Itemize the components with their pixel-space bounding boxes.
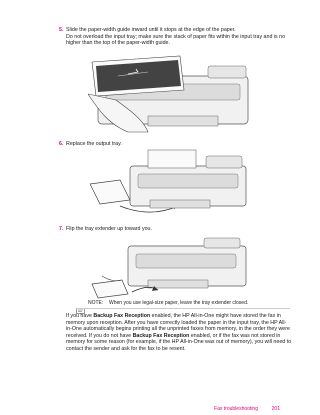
illustration-replace-output-tray <box>90 148 260 220</box>
paragraph-bold-term: Backup Fax Reception <box>93 313 151 319</box>
paragraph-text: enabled, the HP All-in-One might have stored the fax in memory upon reception. After you have correctly loaded the paper in the input tray, the HP All-in-One automatically begins printing all the unprinted faxes from memory, in the order they were received. If you do not have <box>66 313 290 339</box>
step-text: Slide the paper-width guide inward until it stops at the edge of the paper. <box>66 27 236 33</box>
note-label: NOTE: <box>88 300 104 306</box>
page-footer <box>0 406 300 415</box>
step-number: 7. <box>59 226 64 232</box>
step-text: Replace the output tray. <box>66 141 122 147</box>
step-6 <box>59 141 288 148</box>
paragraph-text: If you have <box>66 313 94 319</box>
illustration-flip-tray-extender <box>88 236 258 300</box>
step-number: 6. <box>59 141 64 147</box>
note-icon <box>76 301 85 307</box>
footer-section-title: Fax troubleshooting <box>214 406 258 412</box>
step-7 <box>59 226 288 233</box>
paragraph-text: enabled, or if the fax was not stored in memory for some reason (for example, if the HP All-in-One was out of memory), you will need to contact the sender and ask for the fax to be resent. <box>66 332 292 352</box>
step-text: Do not overload the input tray; make sure the stack of paper fits within the input tray and is no higher than the top of the paper-width guide. <box>66 33 286 47</box>
step-text: Flip the tray extender up toward you. <box>66 226 152 232</box>
page-number: 201 <box>271 406 280 412</box>
illustration-slide-paper-guide <box>88 54 258 134</box>
note-divider <box>76 308 290 309</box>
step-number: 5. <box>59 27 64 33</box>
note-text: When you use legal-size paper, leave the tray extender closed. <box>109 300 249 306</box>
step-5 <box>59 27 288 47</box>
paragraph-bold-term: Backup Fax Reception <box>132 332 190 339</box>
backup-fax-paragraph <box>66 313 292 353</box>
